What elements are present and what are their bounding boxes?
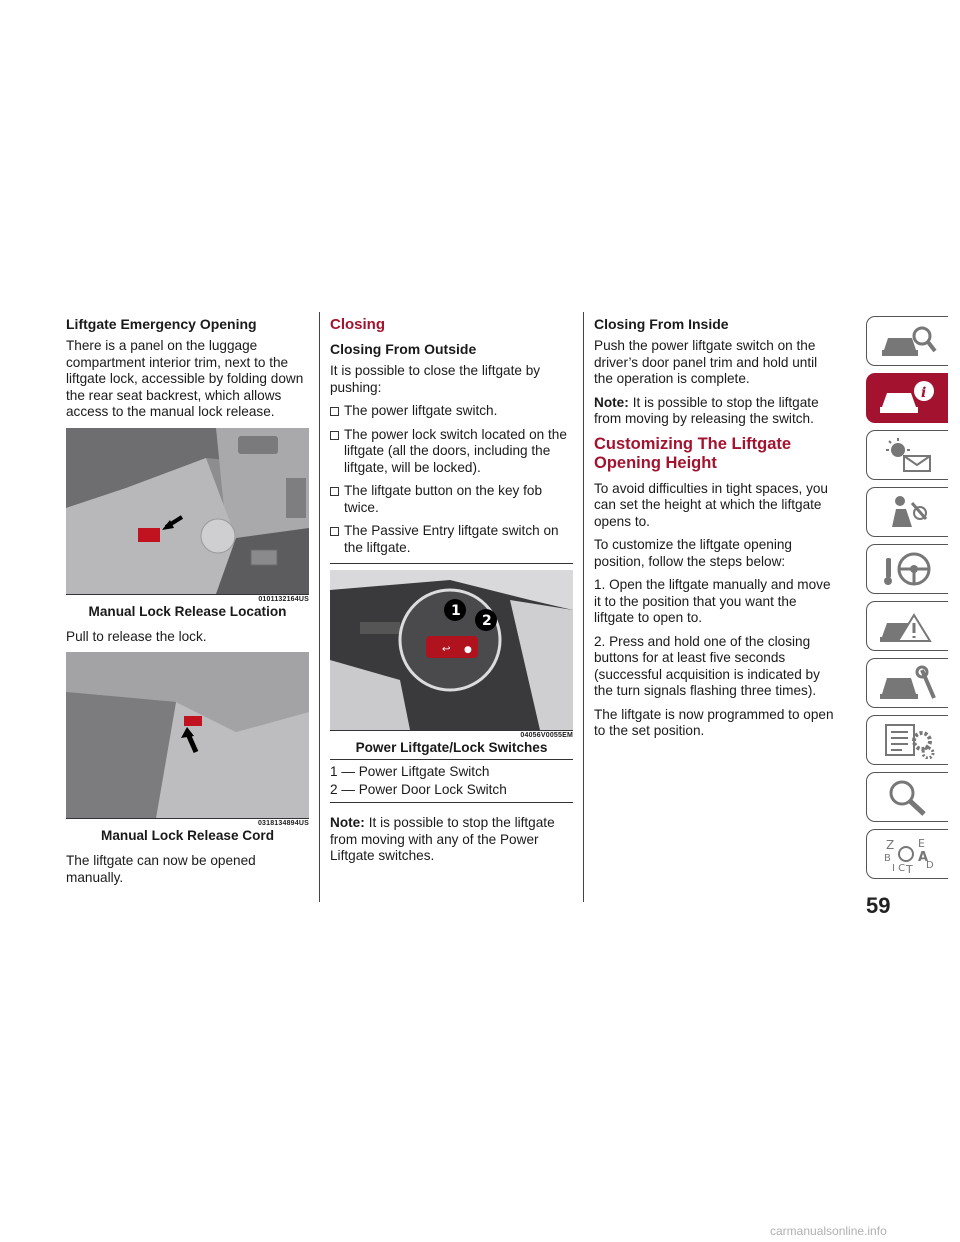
tab-car-info[interactable] [866,373,948,423]
lock-release-cord-photo [66,652,309,818]
chapter-tabs [866,316,948,886]
svg-text:●: ● [464,645,472,655]
note-label: Note: [330,815,365,830]
figure-manual-lock-release-cord [66,652,309,843]
inside-note [594,395,834,428]
tab-car-search[interactable] [866,316,948,366]
tech-specs-icon [878,721,938,759]
search-icon [878,778,938,816]
bullet-item: The power lock switch located on the liftgate (all the doors, including the liftgate, will be locked). [330,427,573,477]
figure-legend [330,759,573,803]
svg-text:Z: Z [885,838,894,852]
car-search-icon [878,322,938,360]
svg-text:I C: I C [891,863,905,873]
svg-text:A: A [917,850,928,865]
figure-code: 04056V0055EM [330,730,573,739]
column-divider-1 [319,312,320,902]
tab-search[interactable] [866,772,948,822]
tab-warning-lights[interactable] [866,430,948,480]
tab-starting-driving[interactable] [866,544,948,594]
note-label: Note: [594,394,629,410]
tab-emergency[interactable] [866,601,948,651]
closing-inside-subheading: Closing From Inside [594,316,729,332]
emergency-intro-text: There is a panel on the luggage compartment interior trim, next to the liftgate lock, accessible by folding down the rear seat backrest, which allows access to the manual lock release. [66,338,304,419]
page-number: 59 [866,893,891,918]
closing-outside-intro: It is possible to close the liftgate by pushing: [330,363,541,395]
bullet-item: The Passive Entry liftgate switch on the liftgate. [330,523,573,556]
column-divider-2 [583,312,584,902]
figure-caption: Power Liftgate/Lock Switches [355,740,548,755]
column-3 [594,312,834,747]
column-2 [330,312,573,872]
closing-heading: Closing [330,316,385,333]
figure-code: 0318134894US [66,818,309,827]
note-text: It is possible to stop the liftgate from moving by releasing the switch. [594,394,819,426]
liftgate-opened-text: The liftgate can now be opened manually. [66,853,256,885]
figure-caption: Manual Lock Release Location [88,603,287,619]
car-info-icon [878,379,938,417]
starting-driving-icon [878,550,938,588]
watermark: carmanualsonline.info [770,1224,887,1238]
svg-text:T: T [905,863,913,873]
tab-index[interactable] [866,829,948,879]
service-icon [878,664,938,702]
bullet-item: The liftgate button on the key fob twice. [330,483,573,516]
warning-lights-icon [878,436,938,474]
legend-item: 1 — Power Liftgate Switch [330,764,490,779]
liftgate-switches-photo [330,570,573,730]
closing-inside-text: Push the power liftgate switch on the driver’s door panel trim and hold until the operation is complete. [594,338,818,386]
svg-text:i: i [920,385,926,401]
figure-manual-lock-release-location [66,428,309,619]
customizing-intro: To avoid difficulties in tight spaces, you can set the height at which the liftgate opens to. [594,480,828,529]
svg-text:E: E [917,837,925,850]
svg-text:B: B [883,853,891,864]
step-1: 1. Open the liftgate manually and move it to the position that you want the liftgate to open to. [594,577,831,625]
tab-safety[interactable] [866,487,948,537]
svg-text:↩: ↩ [442,644,451,655]
emergency-icon [878,607,938,645]
programmed-text: The liftgate is now programmed to open to the set position. [594,706,834,738]
note-text: It is possible to stop the liftgate from moving with any of the Power Liftgate switches. [330,815,555,863]
tab-service[interactable] [866,658,948,708]
figure-power-liftgate-switches [330,563,573,755]
safety-icon [878,493,938,531]
svg-text:D: D [925,860,934,871]
figure-code: 0101132164US [66,594,309,603]
callout-2: 2 [482,613,492,629]
closing-note [330,815,573,865]
customizing-heading: Customizing The Liftgate Opening Height [594,434,792,472]
legend-item: 2 — Power Door Lock Switch [330,782,507,797]
step-2: 2. Press and hold one of the closing buttons for at least five seconds (successful acquisition is indicated by the turn signals flashing three times). [594,633,820,698]
liftgate-emergency-heading: Liftgate Emergency Opening [66,316,257,332]
customizing-steps-intro: To customize the liftgate opening position, follow the steps below: [594,537,792,569]
column-1 [66,312,309,893]
closing-outside-subheading: Closing From Outside [330,341,477,357]
callout-1: 1 [451,603,461,619]
figure-caption: Manual Lock Release Cord [101,828,274,843]
index-icon [878,835,938,873]
tab-tech-specs[interactable] [866,715,948,765]
pull-to-release-text: Pull to release the lock. [66,628,207,644]
lock-release-location-photo [66,428,309,594]
bullet-item: The power liftgate switch. [330,403,573,420]
